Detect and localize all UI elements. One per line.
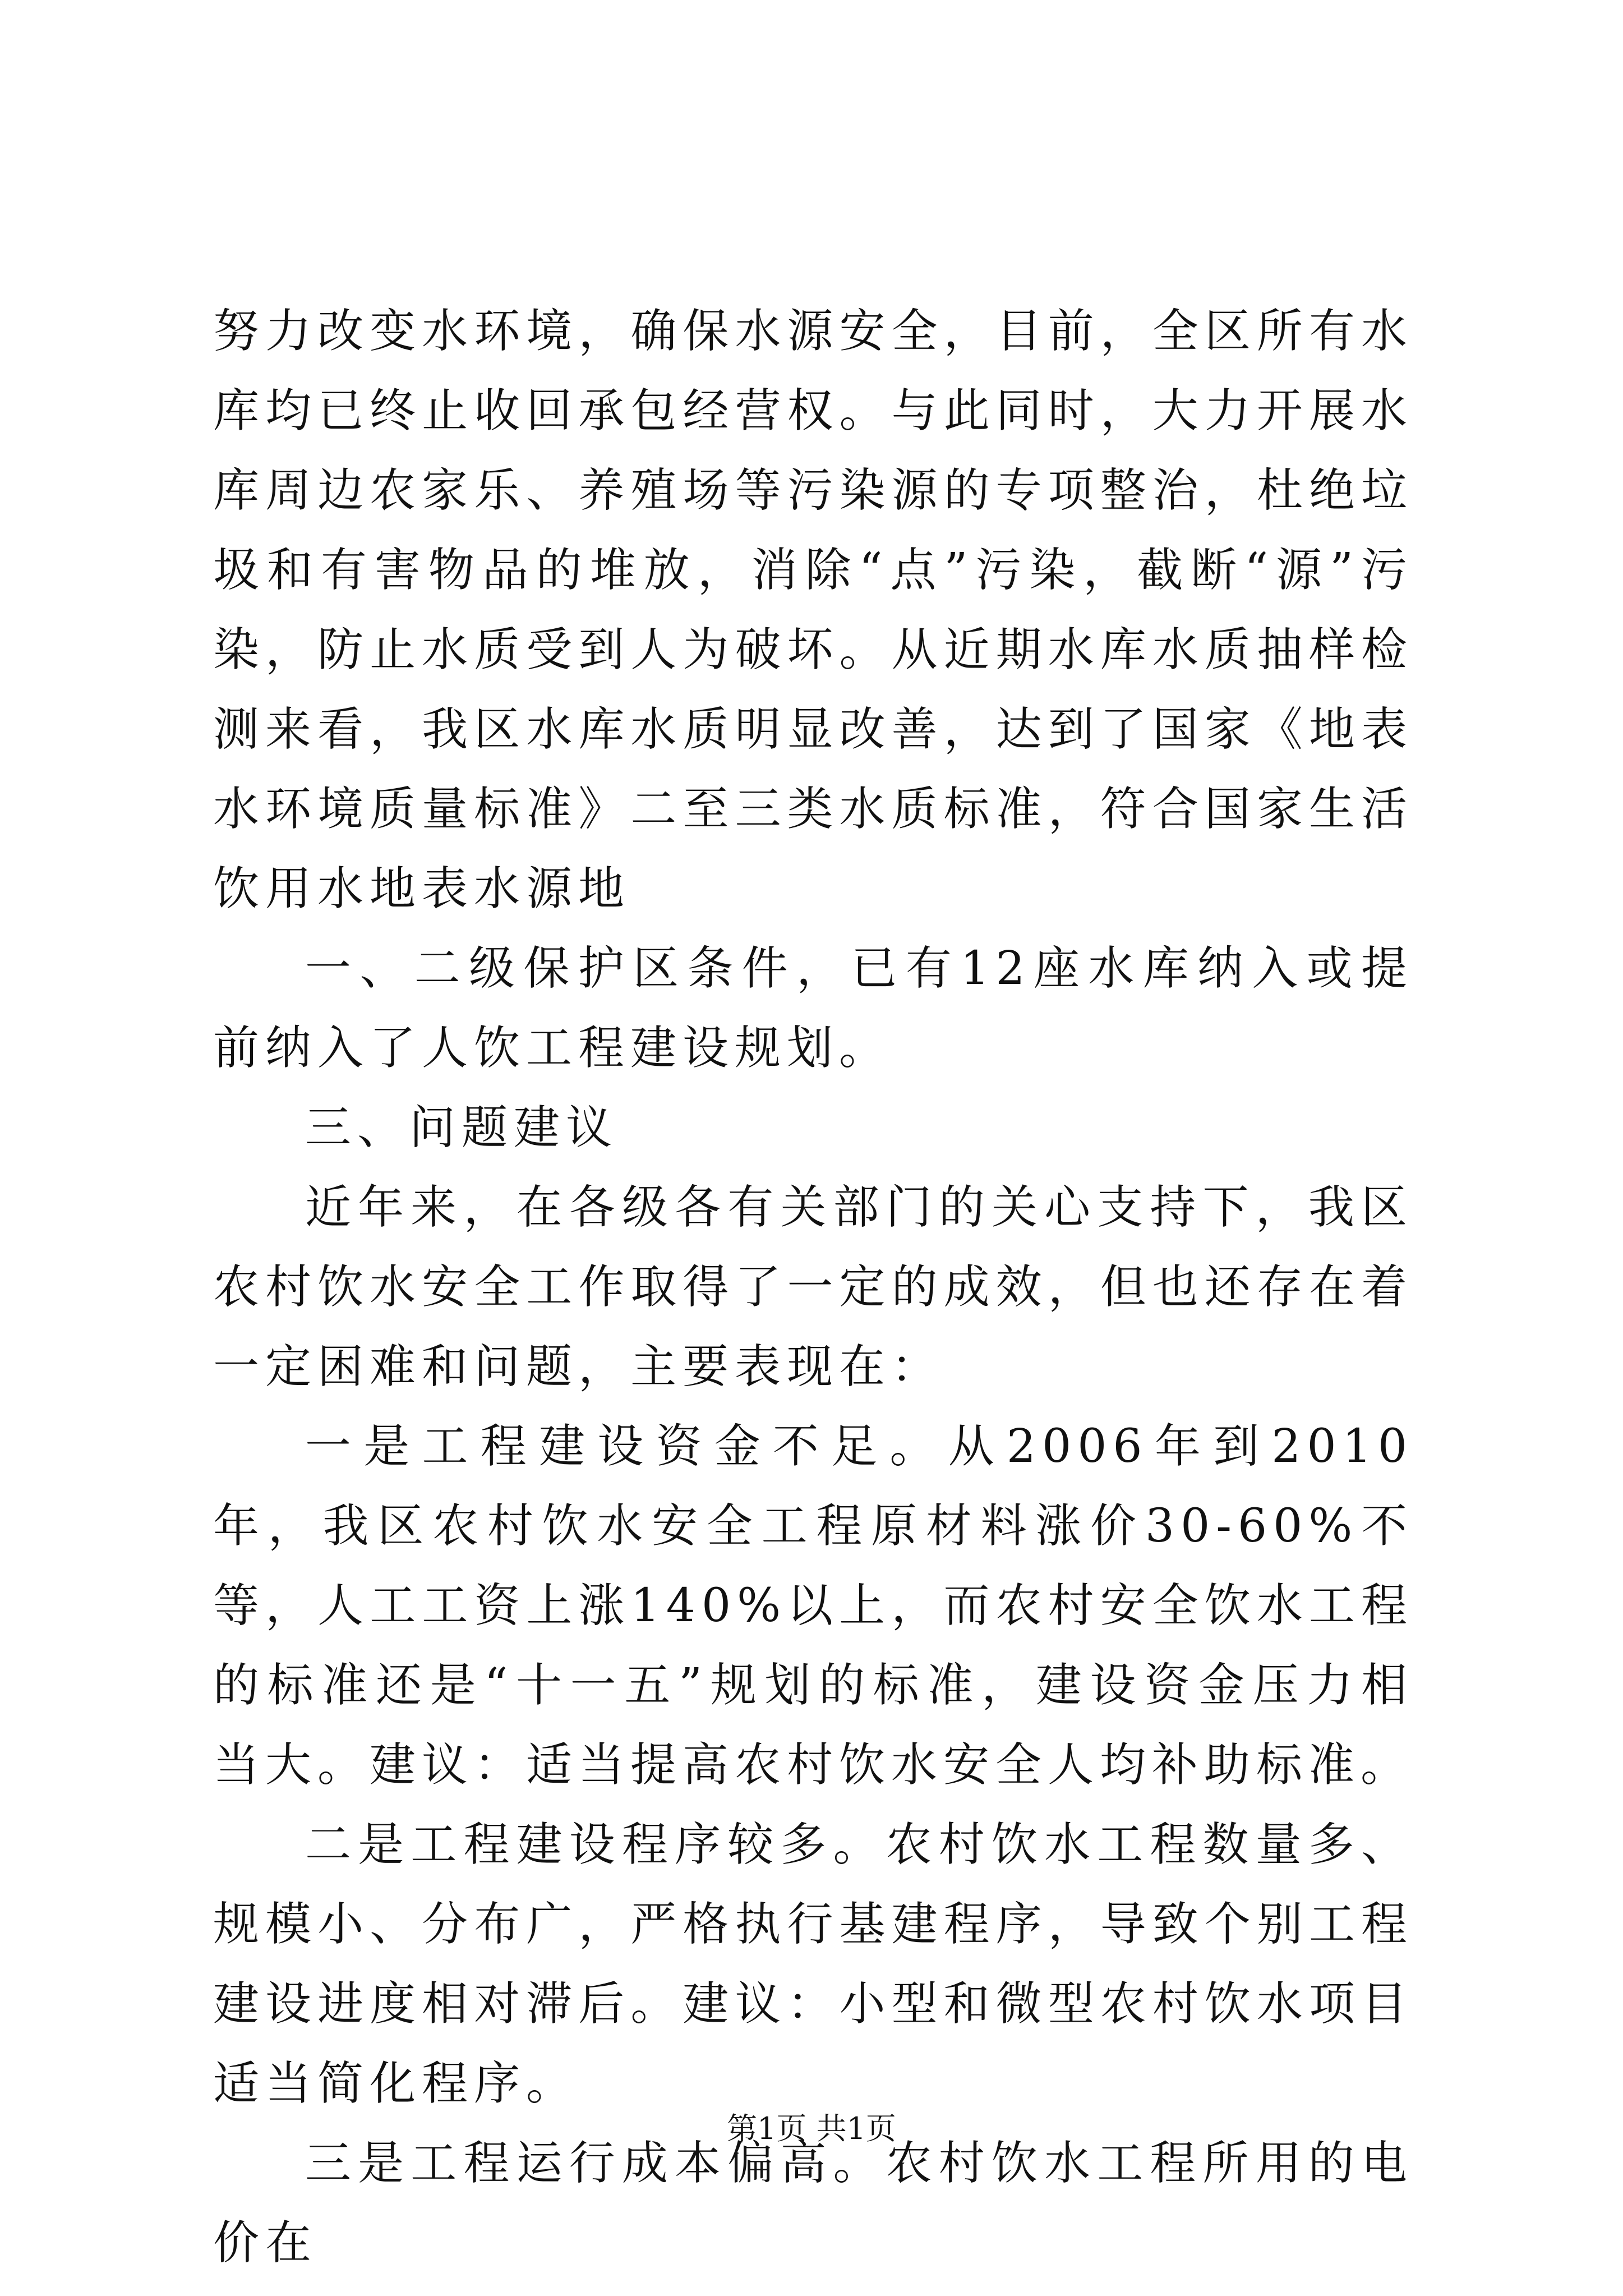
paragraph-construction-procedures: 二是工程建设程序较多。农村饮水工程数量多、规模小、分布广，严格执行基建程序，导致个别工程建设进度相对滞后。建议：小型和微型农村饮水项目适当简化程序。 [213,1818,1413,2110]
paragraph-operating-costs: 三是工程运行成本偏高。农村饮水工程所用的电价在 [213,2137,1413,2270]
paragraph-funding-shortage: 一是工程建设资金不足。从2006年到2010年，我区农村饮水安全工程原材料涨价30-60%不等，人工工资上涨140%以上，而农村安全饮水工程的标准还是“十一五”规划的标准，建设资金压力相当大。建议：适当提高农村饮水安全人均补助标准。 [213,1420,1413,1792]
document-body [213,292,1413,2283]
section-heading-problems-suggestions: 三、问题建议 [305,1101,619,1154]
page-number-label: 第1页 共1页 [727,2111,896,2146]
paragraph-protection-zone: 一、二级保护区条件，已有12座水库纳入或提前纳入了人饮工程建设规划。 [213,942,1413,1075]
page-footer [0,2109,1623,2148]
paragraph-recent-years: 近年来，在各级各有关部门的关心支持下，我区农村饮水安全工作取得了一定的成效，但也还存在着一定困难和问题，主要表现在： [213,1181,1413,1393]
paragraph-water-environment: 努力改变水环境，确保水源安全，目前，全区所有水库均已终止收回承包经营权。与此同时，大力开展水库周边农家乐、养殖场等污染源的专项整治，杜绝垃圾和有害物品的堆放，消除“点”污染，截断“源”污染，防止水质受到人为破坏。从近期水库水质抽样检测来看，我区水库水质明显改善，达到了国家《地表水环境质量标准》二至三类水质标准，符合国家生活饮用水地表水源地 [213,305,1413,915]
